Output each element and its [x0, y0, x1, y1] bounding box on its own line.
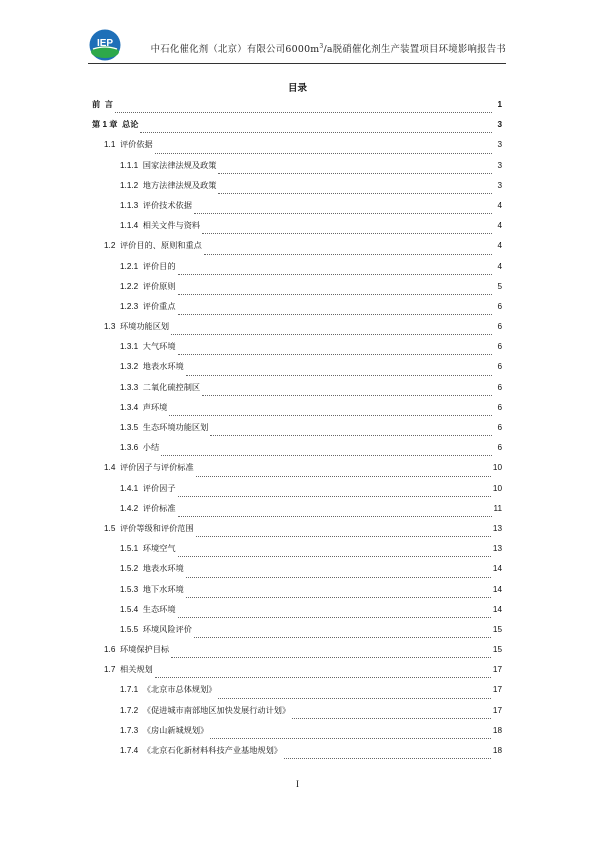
toc-entry-title: 相关文件与资料	[142, 221, 201, 231]
toc-entry-number: 1.3	[104, 322, 120, 332]
toc-entry-page: 6	[497, 362, 502, 372]
toc-entry[interactable]	[92, 321, 502, 341]
toc-entry-page: 1	[497, 100, 502, 109]
toc-entry-number: 1.1.4	[120, 221, 143, 231]
toc-entry[interactable]	[92, 200, 502, 220]
toc-entry-number: 1.2	[104, 241, 120, 251]
toc-entry[interactable]	[92, 422, 502, 442]
toc-entry-title: 大气环境	[142, 342, 176, 352]
toc-entry-title: 环境风险评价	[142, 624, 192, 634]
toc-entry[interactable]	[92, 483, 502, 503]
dot-leader	[169, 415, 492, 416]
toc-entry-title: 评价原则	[142, 281, 176, 291]
toc-entry[interactable]	[92, 261, 502, 281]
toc-entry[interactable]	[92, 442, 502, 462]
toc-entry-page: 3	[497, 180, 502, 190]
toc-entry-title: 评价目的	[142, 261, 176, 271]
toc-entry-page: 6	[497, 322, 502, 332]
toc-entry-page: 10	[492, 483, 502, 493]
toc-entry-page: 6	[497, 342, 502, 352]
dot-leader	[196, 536, 491, 537]
toc-entry[interactable]	[92, 281, 502, 301]
logo-text: IEP	[96, 38, 114, 49]
dot-leader	[178, 314, 492, 315]
toc-entry-title: 《促进城市南部地区加快发展行动计划》	[142, 705, 291, 715]
dot-leader	[171, 657, 491, 658]
toc-entry-page: 6	[497, 301, 502, 311]
title-superscript: 3	[319, 42, 324, 50]
toc-entry-title: 相关规划	[119, 665, 153, 675]
toc-entry-title: 《北京石化新材料科技产业基地规划》	[142, 746, 282, 755]
toc-entry-number: 1.5.3	[120, 584, 143, 594]
toc-entry-page: 13	[492, 544, 502, 554]
toc-entry-page: 3	[497, 120, 502, 130]
toc-entry-page: 5	[497, 281, 502, 291]
iep-logo	[88, 28, 122, 62]
toc-entry-title: 环境保护目标	[119, 645, 170, 655]
toc-entry-number: 1.4.1	[120, 483, 143, 493]
toc-entry[interactable]	[92, 99, 502, 119]
dot-leader	[178, 496, 491, 497]
toc-heading: 目录	[287, 83, 307, 94]
dot-leader	[178, 294, 492, 295]
toc-entry-page: 14	[492, 584, 502, 594]
toc-entry-number: 1.2.2	[120, 281, 143, 291]
toc-entry-page: 18	[492, 746, 502, 755]
toc-entry-number: 1.5.1	[120, 544, 143, 554]
toc-entry-title: 小结	[142, 443, 160, 453]
dot-leader	[178, 516, 492, 517]
toc-entry[interactable]	[92, 523, 502, 543]
toc-entry-page: 6	[497, 382, 502, 392]
toc-entry-title: 评价目的、原则和重点	[119, 241, 202, 251]
toc-entry-page: 11	[493, 503, 502, 513]
toc-entry[interactable]	[92, 543, 502, 563]
dot-leader	[196, 476, 491, 477]
toc-entry-page: 15	[492, 645, 502, 655]
toc-entry[interactable]	[92, 240, 502, 260]
toc-entry-page: 15	[492, 624, 502, 634]
toc-entry[interactable]	[92, 119, 502, 139]
toc-entry[interactable]	[92, 160, 502, 180]
toc-entry-number: 1.1	[104, 140, 120, 150]
toc-entry-page: 4	[497, 221, 502, 231]
toc-entry-number: 第 1 章	[92, 120, 123, 130]
toc-entry-page: 4	[497, 200, 502, 210]
dot-leader	[194, 637, 491, 638]
dot-leader	[178, 354, 492, 355]
dot-leader	[218, 698, 490, 699]
toc-entry[interactable]	[92, 584, 502, 604]
toc-entry[interactable]	[92, 563, 502, 583]
toc-entry-number: 1.2.1	[120, 261, 143, 271]
toc-entry-page: 3	[497, 160, 502, 170]
toc-entry[interactable]	[92, 341, 502, 361]
toc-entry-title: 评价因子	[142, 483, 176, 493]
toc-entry[interactable]	[92, 604, 502, 624]
toc-entry-title: 《北京市总体规划》	[142, 685, 217, 695]
dot-leader	[186, 577, 491, 578]
toc-entry[interactable]	[92, 301, 502, 321]
toc-entry-title: 地表水环境	[142, 564, 184, 574]
toc-entry-title: 国家法律法规及政策	[142, 160, 217, 170]
dot-leader	[194, 213, 492, 214]
toc-entry-number: 1.5	[104, 523, 120, 533]
dot-leader	[202, 233, 492, 234]
toc-entry[interactable]	[92, 503, 502, 523]
toc-entry-title: 地方法律法规及政策	[142, 180, 217, 190]
toc-entry[interactable]	[92, 220, 502, 240]
dot-leader	[292, 718, 491, 719]
toc-entry-number: 1.7.1	[120, 685, 143, 695]
toc-entry-page: 3	[497, 140, 502, 150]
dot-leader	[186, 375, 492, 376]
toc-entry-page: 14	[492, 604, 502, 614]
toc-entry-number: 1.3.6	[120, 443, 143, 453]
toc-entry-title: 评价依据	[119, 140, 153, 150]
toc-entry-page: 6	[497, 443, 502, 453]
toc-entry-title: 地表水环境	[142, 362, 184, 372]
toc-entry-number: 1.6	[104, 645, 120, 655]
page-number: I	[296, 779, 299, 789]
toc-entry[interactable]	[92, 684, 502, 704]
toc-entry-title: 评价因子与评价标准	[119, 463, 194, 473]
toc-entry[interactable]	[92, 462, 502, 482]
table-of-contents	[92, 99, 502, 765]
toc-entry-title: 评价标准	[142, 503, 176, 513]
toc-entry-number: 1.1.2	[120, 180, 143, 190]
toc-entry-title: 评价重点	[142, 301, 176, 311]
toc-entry-title: 生态环境功能区划	[142, 423, 209, 432]
toc-entry-number: 1.5.5	[120, 624, 143, 634]
dot-leader	[204, 254, 492, 255]
toc-entry-title: 环境功能区划	[119, 322, 170, 332]
dot-leader	[202, 395, 492, 396]
dot-leader	[186, 597, 491, 598]
dot-leader	[178, 274, 492, 275]
title-prefix: 中石化催化剂（北京）有限公司6000m	[150, 44, 320, 55]
dot-leader	[178, 556, 491, 557]
toc-entry-number: 1.3.2	[120, 362, 143, 372]
toc-entry-title: 评价等级和评价范围	[119, 523, 194, 533]
dot-leader	[161, 455, 492, 456]
toc-entry[interactable]	[92, 725, 502, 745]
toc-entry-number: 1.4.2	[120, 503, 143, 513]
toc-entry-number: 1.5.4	[120, 604, 143, 614]
toc-entry[interactable]	[92, 705, 502, 725]
toc-entry-number: 前 言	[92, 100, 113, 109]
toc-entry-number: 1.5.2	[120, 564, 143, 574]
toc-entry-page: 18	[492, 725, 502, 735]
dot-leader	[140, 132, 492, 133]
toc-entry-number: 1.7.3	[120, 725, 143, 735]
toc-entry-page: 4	[497, 241, 502, 251]
toc-entry-number: 1.7.2	[120, 705, 143, 715]
toc-entry-number: 1.1.3	[120, 200, 143, 210]
dot-leader	[115, 112, 492, 113]
toc-entry-number: 1.2.3	[120, 301, 143, 311]
toc-entry[interactable]	[92, 361, 502, 381]
toc-entry-title: 环境空气	[142, 544, 176, 554]
toc-entry-page: 4	[497, 261, 502, 271]
toc-entry-page: 13	[492, 523, 502, 533]
page-header	[88, 28, 506, 64]
toc-entry-page: 17	[492, 685, 502, 695]
toc-entry-title: 《房山新城规划》	[142, 725, 209, 735]
toc-entry-number: 1.3.4	[120, 402, 143, 412]
header-divider	[88, 63, 506, 64]
toc-entry-number: 1.3.3	[120, 382, 143, 392]
toc-entry-page: 10	[492, 463, 502, 473]
toc-entry-number: 1.4	[104, 463, 120, 473]
toc-entry-number: 1.1.1	[120, 160, 143, 170]
toc-entry[interactable]	[92, 644, 502, 664]
toc-entry[interactable]	[92, 180, 502, 200]
dot-leader	[218, 173, 492, 174]
toc-entry-title: 二氧化硫控制区	[142, 382, 201, 392]
toc-entry-number: 1.3.1	[120, 342, 143, 352]
dot-leader	[155, 153, 492, 154]
dot-leader	[171, 334, 492, 335]
toc-entry-title: 生态环境	[142, 604, 176, 614]
toc-entry[interactable]	[92, 382, 502, 402]
toc-entry[interactable]	[92, 664, 502, 684]
toc-entry-number: 1.3.5	[120, 423, 143, 432]
toc-entry-page: 6	[497, 402, 502, 412]
toc-entry[interactable]	[92, 624, 502, 644]
dot-leader	[284, 758, 491, 759]
dot-leader	[218, 193, 492, 194]
toc-entry-number: 1.7	[104, 665, 120, 675]
title-suffix: /a脱硝催化剂生产装置项目环境影响报告书	[323, 44, 506, 55]
toc-entry[interactable]	[92, 745, 502, 765]
dot-leader	[210, 738, 491, 739]
toc-entry-title: 总论	[122, 120, 139, 130]
dot-leader	[178, 617, 491, 618]
toc-entry-title: 声环境	[142, 402, 168, 412]
toc-entry-page: 6	[497, 423, 502, 432]
dot-leader	[210, 435, 492, 436]
toc-entry[interactable]	[92, 402, 502, 422]
dot-leader	[155, 677, 491, 678]
toc-entry[interactable]	[92, 139, 502, 159]
toc-entry-number: 1.7.4	[120, 746, 143, 755]
toc-entry-title: 评价技术依据	[142, 200, 192, 210]
toc-entry-title: 地下水环境	[142, 584, 184, 594]
toc-entry-page: 17	[492, 705, 502, 715]
toc-entry-page: 14	[492, 564, 502, 574]
document-title	[151, 41, 506, 55]
toc-entry-page: 17	[492, 665, 502, 675]
